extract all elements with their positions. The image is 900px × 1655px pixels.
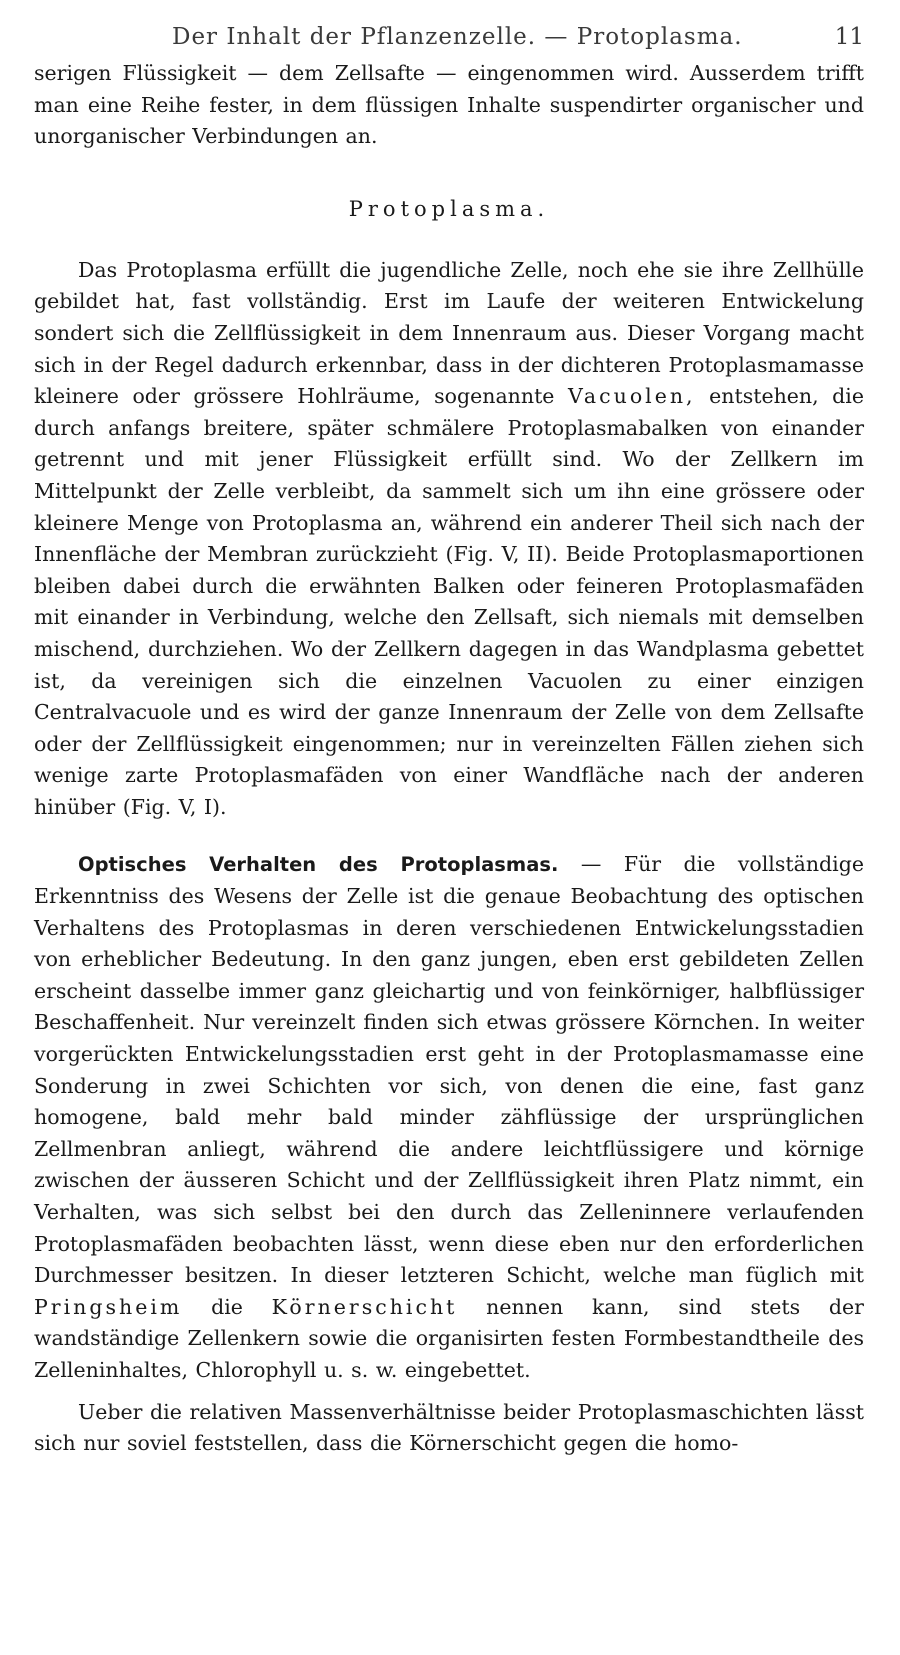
name-pringsheim: Pringsheim (34, 1294, 183, 1319)
paragraph-protoplasma (34, 255, 864, 824)
paragraph-text: nennen kann, sind stets der wandständige Zellenkern sowie die organisirten festen Formbestandtheile des Zelleninhaltes, Chlorophyll u. s. w. eingebettet. (34, 1294, 864, 1382)
term-koernerschicht: Körnerschicht (271, 1294, 458, 1319)
paragraph-text: entstehen, die durch anfangs breitere, später schmälere Protoplasmabalken von einander getrennt und mit jener Flüssigkeit erfüllt sind. Wo der Zellkern im Mittelpunkt der Zelle verbleibt, da sammelt sich um ihn eine grössere oder kleinere Menge von Protoplasma an, während ein anderer Theil sich nach der Innenfläche der Membran zurückzieht (Fig. V, II). Beide Protoplasmaportionen bleiben dabei durch die erwähnten Balken oder feineren Protoplasmafäden mit einander in Verbindung, welche den Zellsaft, sich niemals mit demselben mischend, durchziehen. Wo der Zellkern dagegen in das Wandplasma gebettet ist, da vereinigen sich die einzelnen Vacuolen zu einer einzigen Centralvacuole und es wird der ganze Innenraum der Zelle von dem Zellsafte oder der Zellflüssigkeit eingenommen; nur in vereinzelten Fällen ziehen sich wenige zarte Protoplasmafäden von einer Wandfläche nach der anderen hinüber (Fig. V, I). (34, 384, 864, 819)
term-vacuolen: Vacuolen, (568, 384, 696, 409)
continuation-paragraph: serigen Flüssigkeit — dem Zellsafte — eingenommen wird. Ausserdem trifft man eine Reihe fester, in dem flüssigen Inhalte suspendirter organischer und unorganischer Verbindungen an. (34, 61, 864, 149)
page-number: 11 (834, 24, 864, 50)
subsection-heading: Optisches Verhalten des Protoplasmas. (78, 853, 559, 877)
paragraph-text: die (211, 1294, 243, 1319)
paragraph-gap (34, 1387, 864, 1397)
paragraph-massenverhaeltnisse: Ueber die relativen Massenverhältnisse beider Protoplasmaschichten lässt sich nur soviel feststellen, dass die Körnerschicht gegen die homo- (34, 1399, 864, 1456)
paragraph-optisches-verhalten (34, 849, 864, 1386)
running-head (34, 18, 864, 58)
running-title: Der Inhalt der Pflanzenzelle. — Protoplasma. (172, 24, 743, 50)
paragraph-gap (34, 823, 864, 849)
section-heading: Protoplasma. (348, 196, 550, 221)
paragraph-text: — Für die vollständige Erkenntniss des Wesens der Zelle ist die genaue Beobachtung des optischen Verhaltens des Protoplasmas in deren verschiedenen Entwickelungsstadien von erheblicher Bedeutung. In den ganz jungen, eben erst gebildeten Zellen erscheint dasselbe immer ganz gleichartig und von feinkörniger, halbflüssiger Beschaffenheit. Nur vereinzelt finden sich etwas grössere Körnchen. In weiter vorgerückten Entwickelungsstadien erst geht in der Protoplasmamasse eine Sonderung in zwei Schichten vor sich, von denen die eine, fast ganz homogene, bald mehr bald minder zähflüssige der ursprünglichen Zellmenbran anliegt, während die andere leichtflüssigere und körnige zwischen der äusseren Schicht und der Zellflüssigkeit ihren Platz nimmt, ein Verhalten, was sich selbst bei den durch das Zelleninnere verlaufenden Protoplasmafäden beobachten lässt, wenn diese eben nur den erforderlichen Durchmesser besitzen. In dieser letzteren Schicht, welche man füglich mit (34, 852, 864, 1288)
paragraph-text: Das Protoplasma erfüllt die jugendliche Zelle, noch ehe sie ihre Zellhülle gebildet hat, fast vollständig. Erst im Laufe der weiteren Entwickelung sondert sich die Zellflüssigkeit in dem Innenraum aus. Dieser Vorgang macht sich in der Regel dadurch erkennbar, dass in der dichteren Protoplasmamasse kleinere oder grössere Hohlräume, sogenannte (34, 257, 864, 409)
book-page (34, 18, 864, 1460)
